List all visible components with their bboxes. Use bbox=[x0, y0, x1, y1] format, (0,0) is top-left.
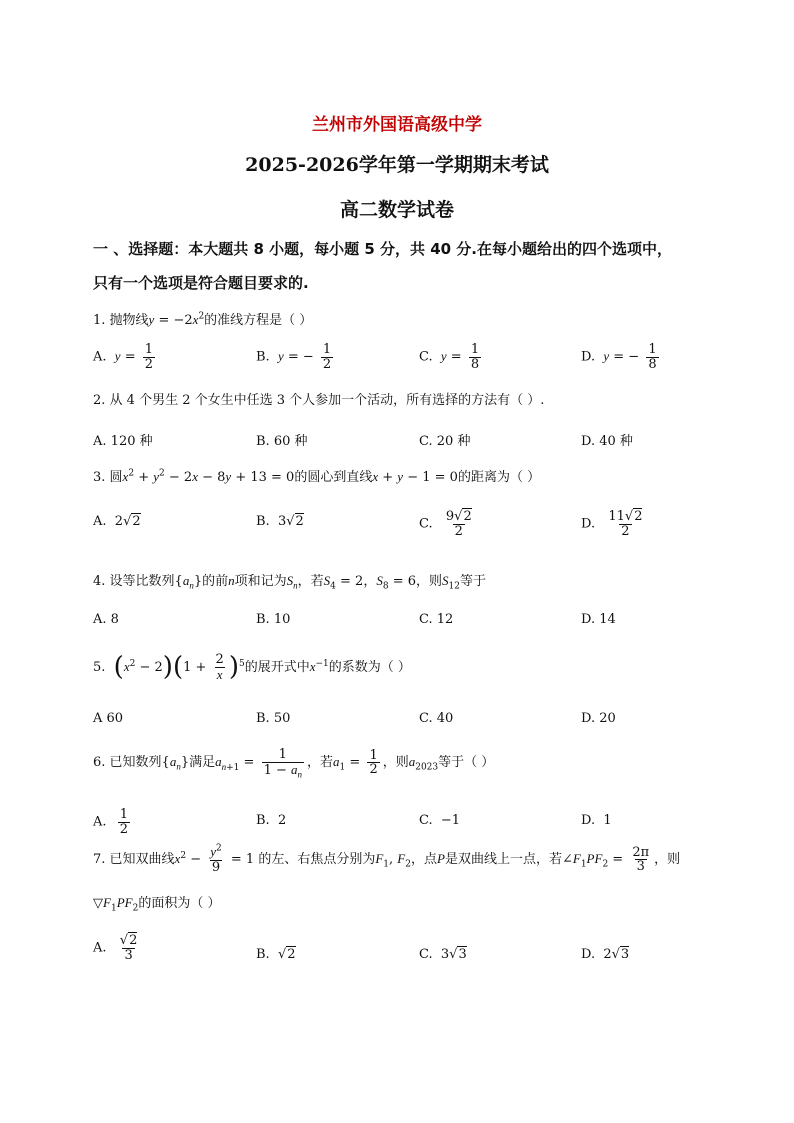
question-5: 5. $(x^2 - 2)(1$ + $\frac{2}{x}$ )$^5$的展开式中$x^{-1}$的系数为（ ） bbox=[93, 652, 411, 683]
q7-option-c: C. 3√3 bbox=[419, 947, 467, 962]
q5-option-d: D. 20 bbox=[581, 711, 616, 726]
question-7-line2: $▽F_1PF_2$的面积为（ ） bbox=[93, 895, 221, 914]
q2-option-c: C. 20 种 bbox=[419, 434, 471, 449]
q3-option-d: D. $\frac{11√2}{2}$ bbox=[581, 509, 643, 539]
q1-option-c: C. y = $\frac{1}{8}$ bbox=[419, 342, 480, 372]
section-heading-line1: 一 、选择题：本大题共 8 小题，每小题 5 分，共 40 分.在每小题给出的四个选项中， bbox=[93, 240, 673, 258]
q3-option-c: C. $\frac{9√2}{2}$ bbox=[419, 509, 472, 539]
q1-option-d: D. y = − $\frac{1}{8}$ bbox=[581, 342, 657, 372]
section-heading-line2: 只有一个选项是符合题目要求的. bbox=[93, 274, 309, 292]
q6-option-a: A. $\frac{1}{2}$ bbox=[93, 807, 129, 837]
q7-option-b: B. √2 bbox=[256, 947, 296, 962]
q2-option-a: A. 120 种 bbox=[93, 434, 153, 449]
question-7: 7. 已知双曲线$x^2$ − $\frac{y^2}{9}$ = 1 的左、右焦点分别为$F_1$, $F_2$，点P是双曲线上一点，若$\angle F_1PF_2$ = $\frac{2\pi}{3}$ ，则 bbox=[93, 843, 681, 875]
q6-option-d: D. 1 bbox=[581, 813, 612, 828]
q5-option-c: C. 40 bbox=[419, 711, 454, 726]
q4-option-b: B. 10 bbox=[256, 612, 291, 627]
question-6: 6. 已知数列$\{a_n\}$满足$a_{n+1}$ = $\frac{1}{1 - a_n}$ ，若$a_1$ = $\frac{1}{2}$ ，则$a_{2023}$等于（ ） bbox=[93, 747, 495, 780]
exam-title: 2025-2026学年第一学期期末考试 bbox=[245, 154, 549, 176]
q5-option-b: B. 50 bbox=[256, 711, 291, 726]
q7-option-d: D. 2√3 bbox=[581, 947, 630, 962]
q2-option-d: D. 40 种 bbox=[581, 434, 633, 449]
question-4: 4. 设等比数列$\{a_n\}$的前n项和记为$S_n$，若$S_4 = 2$，$S_8 = 6$，则$S_{12}$等于 bbox=[93, 573, 486, 592]
q1-option-a: A. y = $\frac{1}{2}$ bbox=[93, 342, 154, 372]
subject-title: 高二数学试卷 bbox=[339, 199, 454, 221]
q1-option-b: B. y = − $\frac{1}{2}$ bbox=[256, 342, 332, 372]
q6-option-b: B. 2 bbox=[256, 813, 287, 828]
q6-option-c: C. −1 bbox=[419, 813, 461, 828]
q3-option-b: B. 3√2 bbox=[256, 514, 304, 529]
q4-option-c: C. 12 bbox=[419, 612, 454, 627]
q3-option-a: A. 2√2 bbox=[93, 514, 141, 529]
q4-option-d: D. 14 bbox=[581, 612, 616, 627]
question-1: 1. 抛物线$y = -2x^2$的准线方程是（ ） bbox=[93, 311, 313, 328]
q2-option-b: B. 60 种 bbox=[256, 434, 308, 449]
school-name: 兰州市外国语高级中学 bbox=[312, 115, 482, 135]
q4-option-a: A. 8 bbox=[93, 612, 119, 627]
question-2: 2. 从 4 个男生 2 个女生中任选 3 个人参加一个活动，所有选择的方法有（ ）. bbox=[93, 393, 545, 408]
question-3: 3. 圆$x^2 + y^2 - 2x - 8y + 13 = 0$的圆心到直线x + y − 1 = 0的距离为（ ） bbox=[93, 468, 541, 485]
q5-option-a: A 60 bbox=[93, 711, 124, 726]
q7-option-a: A. $\frac{√2}{3}$ bbox=[93, 933, 138, 963]
